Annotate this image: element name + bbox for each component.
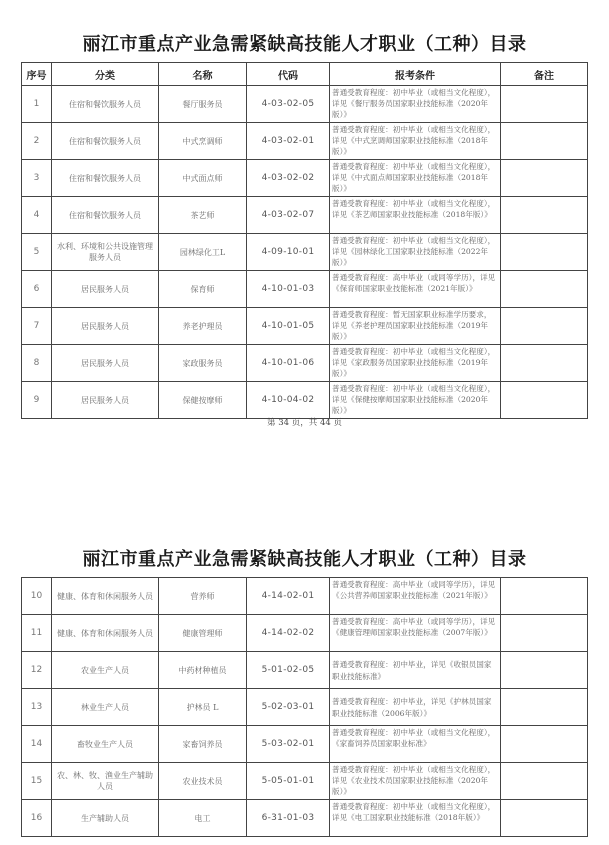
- row-index: 2: [22, 123, 52, 160]
- row-requirements: 普通受教育程度：初中毕业（或相当文化程度），详见《茶艺师国家职业技能标准（2018年版）》: [330, 197, 501, 234]
- row-name: 营养师: [159, 578, 247, 615]
- row-requirements: 普通受教育程度：初中毕业（或相当文化程度），详见《餐厅服务员国家职业技能标准（2020年版）》: [330, 86, 501, 123]
- table-row: [22, 160, 588, 197]
- row-remarks: [501, 726, 588, 763]
- row-category: 住宿和餐饮服务人员: [52, 123, 159, 160]
- row-code: 5-05-01-01: [247, 763, 330, 800]
- row-requirements: 普通受教育程度：初中毕业（或相当文化程度），详见《农业技术员国家职业技能标准（2020年版）》: [330, 763, 501, 800]
- row-remarks: [501, 271, 588, 308]
- row-category: 畜牧业生产人员: [52, 726, 159, 763]
- row-code: 4-10-01-06: [247, 345, 330, 382]
- row-code: 4-10-04-02: [247, 382, 330, 419]
- row-requirements: 普通受教育程度：暂无国家职业标准学历要求，详见《养老护理员国家职业技能标准（2019年版）》: [330, 308, 501, 345]
- table-row: [22, 763, 588, 800]
- row-requirements: 普通受教育程度：初中毕业（或相当文化程度），详见《中式面点师国家职业技能标准（2018年版）》: [330, 160, 501, 197]
- row-requirements: 普通受教育程度：高中毕业（或同等学历），详见《健康管理师国家职业技能标准（2007年版）》: [330, 615, 501, 652]
- table-row: [22, 197, 588, 234]
- row-code: 4-14-02-02: [247, 615, 330, 652]
- row-category: 水利、环境和公共设施管理服务人员: [52, 234, 159, 271]
- row-code: 4-09-10-01: [247, 234, 330, 271]
- row-name: 家畜饲养员: [159, 726, 247, 763]
- row-name: 电工: [159, 800, 247, 837]
- row-name: 健康管理师: [159, 615, 247, 652]
- table-row: [22, 689, 588, 726]
- row-requirements: 普通受教育程度：初中毕业，详见《收银员国家职业技能标准》: [330, 652, 501, 689]
- table-row: [22, 234, 588, 271]
- row-requirements: 普通受教育程度：初中毕业（或相当文化程度），详见《电工国家职业技能标准（2018年版）》: [330, 800, 501, 837]
- row-name: 中式烹调师: [159, 123, 247, 160]
- row-category: 居民服务人员: [52, 345, 159, 382]
- row-remarks: [501, 345, 588, 382]
- row-name: 园林绿化工L: [159, 234, 247, 271]
- row-remarks: [501, 652, 588, 689]
- header-category: 分类: [52, 63, 159, 86]
- row-code: 4-14-02-01: [247, 578, 330, 615]
- row-name: 保健按摩师: [159, 382, 247, 419]
- row-index: 15: [22, 763, 52, 800]
- table-row: [22, 123, 588, 160]
- row-requirements: 普通受教育程度：高中毕业（或同等学历），详见《公共营养师国家职业技能标准（2021年版）》: [330, 578, 501, 615]
- table-row: [22, 271, 588, 308]
- row-requirements: 普通受教育程度：初中毕业（或相当文化程度），《家畜饲养员国家职业标准》: [330, 726, 501, 763]
- row-category: 生产辅助人员: [52, 800, 159, 837]
- row-index: 16: [22, 800, 52, 837]
- row-index: 13: [22, 689, 52, 726]
- row-requirements: 普通受教育程度：初中毕业（或相当文化程度），详见《园林绿化工国家职业技能标准（2022年版）》: [330, 234, 501, 271]
- table-row: [22, 726, 588, 763]
- row-code: 5-03-02-01: [247, 726, 330, 763]
- row-name: 茶艺师: [159, 197, 247, 234]
- header-code: 代码: [247, 63, 330, 86]
- row-category: 居民服务人员: [52, 382, 159, 419]
- row-category: 健康、体育和休闲服务人员: [52, 578, 159, 615]
- row-index: 5: [22, 234, 52, 271]
- header-remarks: 备注: [501, 63, 588, 86]
- row-name: 家政服务员: [159, 345, 247, 382]
- row-code: 4-10-01-05: [247, 308, 330, 345]
- header-index: 序号: [22, 63, 52, 86]
- row-remarks: [501, 578, 588, 615]
- row-name: 保育师: [159, 271, 247, 308]
- table-row: [22, 382, 588, 419]
- row-remarks: [501, 382, 588, 419]
- row-code: 4-03-02-02: [247, 160, 330, 197]
- row-index: 7: [22, 308, 52, 345]
- row-requirements: 普通受教育程度：高中毕业（或同等学历），详见《保育师国家职业技能标准（2021年版）》: [330, 271, 501, 308]
- page-title: 丽江市重点产业急需紧缺高技能人才职业（工种）目录: [82, 34, 527, 55]
- occupation-table-page-34: [21, 62, 588, 419]
- row-name: 中药材种植员: [159, 652, 247, 689]
- row-index: 3: [22, 160, 52, 197]
- header-name: 名称: [159, 63, 247, 86]
- row-requirements: 普通受教育程度：初中毕业（或相当文化程度），详见《家政服务员国家职业技能标准（2019年版）》: [330, 345, 501, 382]
- row-remarks: [501, 197, 588, 234]
- row-category: 居民服务人员: [52, 308, 159, 345]
- row-index: 12: [22, 652, 52, 689]
- table-row: [22, 615, 588, 652]
- row-index: 10: [22, 578, 52, 615]
- row-category: 农、林、牧、渔业生产辅助人员: [52, 763, 159, 800]
- row-category: 农业生产人员: [52, 652, 159, 689]
- row-code: 5-01-02-05: [247, 652, 330, 689]
- row-remarks: [501, 763, 588, 800]
- row-code: 4-03-02-07: [247, 197, 330, 234]
- row-remarks: [501, 160, 588, 197]
- row-category: 健康、体育和休闲服务人员: [52, 615, 159, 652]
- row-code: 4-10-01-03: [247, 271, 330, 308]
- row-category: 居民服务人员: [52, 271, 159, 308]
- page-title: 丽江市重点产业急需紧缺高技能人才职业（工种）目录: [82, 549, 527, 570]
- row-category: 住宿和餐饮服务人员: [52, 160, 159, 197]
- row-requirements: 普通受教育程度：初中毕业，详见《护林员国家职业技能标准（2006年版）》: [330, 689, 501, 726]
- table-header-row: [22, 63, 588, 86]
- table-row: [22, 86, 588, 123]
- row-category: 林业生产人员: [52, 689, 159, 726]
- row-remarks: [501, 689, 588, 726]
- row-index: 8: [22, 345, 52, 382]
- row-index: 14: [22, 726, 52, 763]
- row-name: 养老护理员: [159, 308, 247, 345]
- row-remarks: [501, 308, 588, 345]
- table-row: [22, 578, 588, 615]
- row-code: 4-03-02-05: [247, 86, 330, 123]
- row-index: 6: [22, 271, 52, 308]
- occupation-table-page-35: [21, 577, 588, 837]
- row-remarks: [501, 123, 588, 160]
- row-code: 4-03-02-01: [247, 123, 330, 160]
- row-remarks: [501, 86, 588, 123]
- row-name: 中式面点师: [159, 160, 247, 197]
- table-row: [22, 345, 588, 382]
- row-remarks: [501, 234, 588, 271]
- row-requirements: 普通受教育程度：初中毕业（或相当文化程度），详见《保健按摩师国家职业技能标准（2020年版）》: [330, 382, 501, 419]
- row-name: 农业技术员: [159, 763, 247, 800]
- row-remarks: [501, 615, 588, 652]
- header-requirements: 报考条件: [330, 63, 501, 86]
- table-row: [22, 308, 588, 345]
- row-category: 住宿和餐饮服务人员: [52, 86, 159, 123]
- row-requirements: 普通受教育程度：初中毕业（或相当文化程度），详见《中式烹调师国家职业技能标准（2018年版）》: [330, 123, 501, 160]
- row-index: 11: [22, 615, 52, 652]
- row-code: 5-02-03-01: [247, 689, 330, 726]
- row-code: 6-31-01-03: [247, 800, 330, 837]
- row-name: 护林员 L: [159, 689, 247, 726]
- row-index: 1: [22, 86, 52, 123]
- page-number: 第 34 页，共 44 页: [267, 418, 342, 428]
- row-name: 餐厅服务员: [159, 86, 247, 123]
- table-row: [22, 652, 588, 689]
- table-row: [22, 800, 588, 837]
- row-category: 住宿和餐饮服务人员: [52, 197, 159, 234]
- row-index: 9: [22, 382, 52, 419]
- row-index: 4: [22, 197, 52, 234]
- row-remarks: [501, 800, 588, 837]
